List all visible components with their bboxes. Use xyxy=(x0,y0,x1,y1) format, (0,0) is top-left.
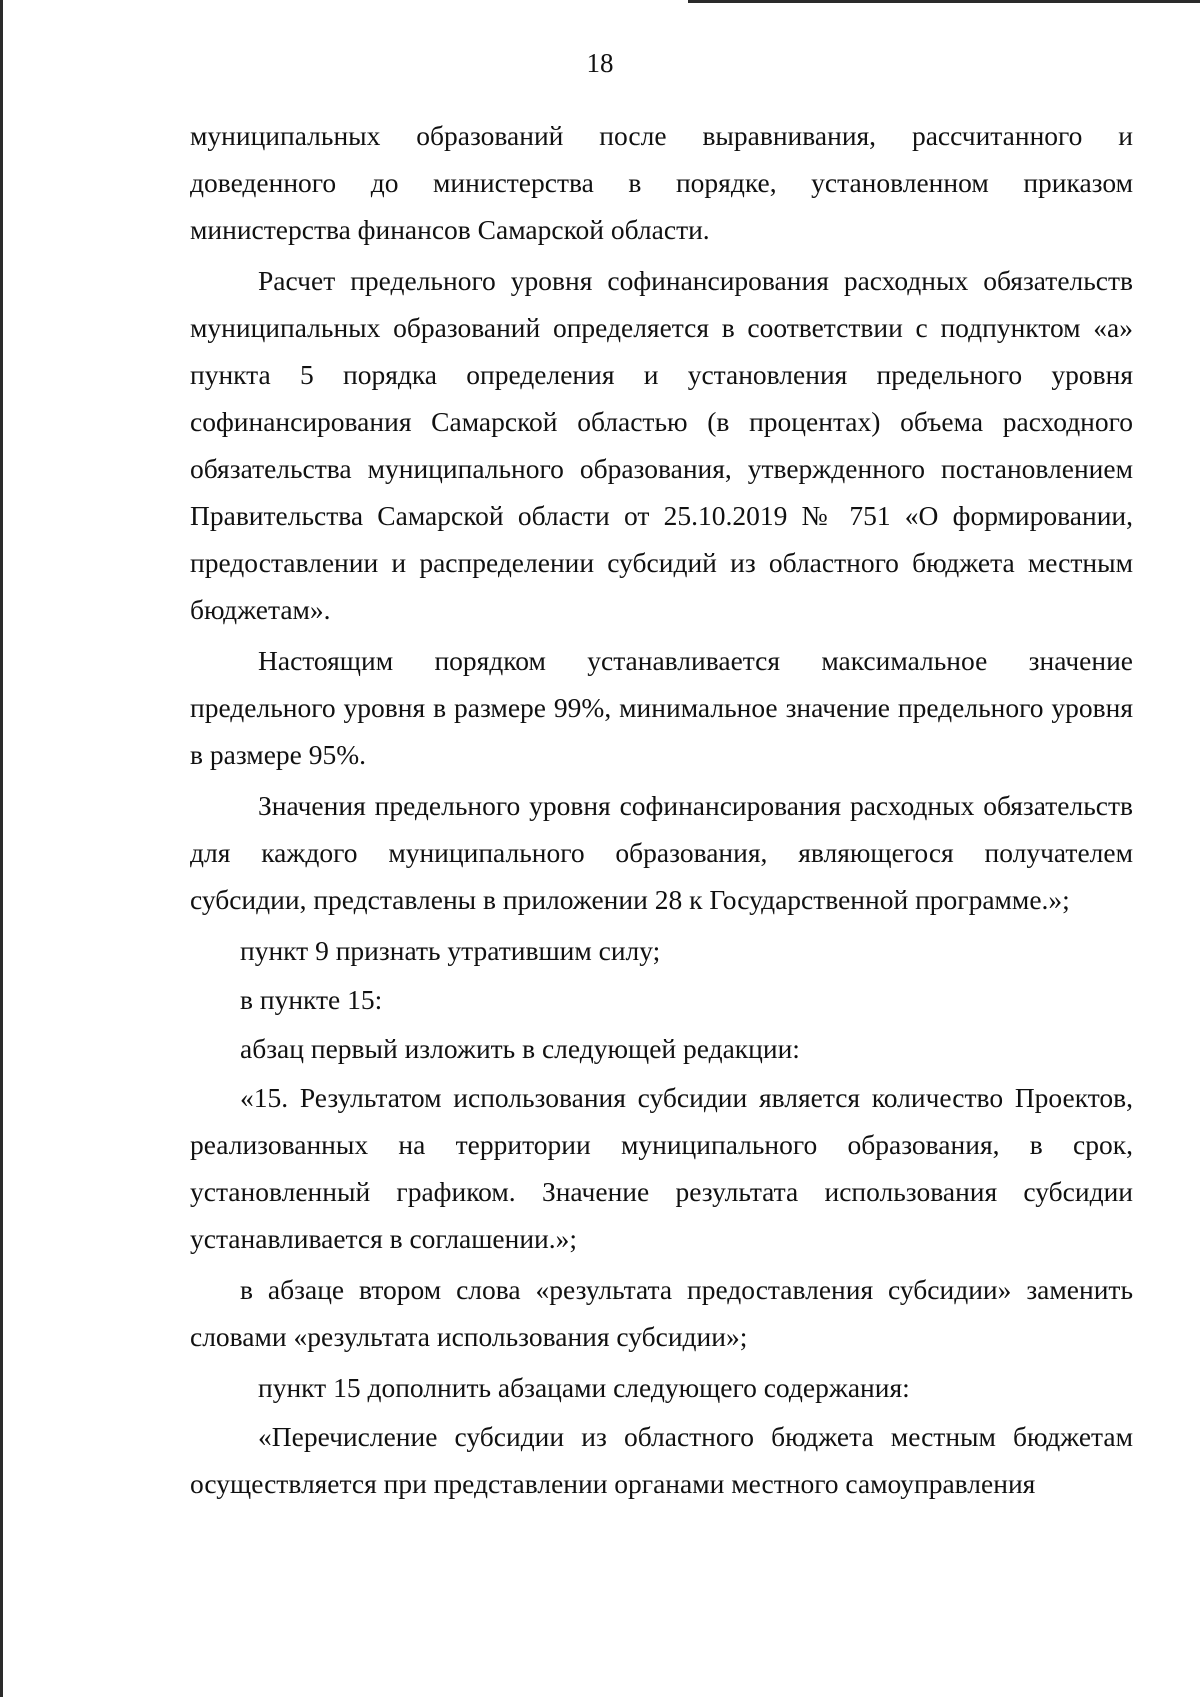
paragraph-continuation: муниципальных образований после выравнивания, рассчитанного и доведенного до министерства в порядке, установленном приказом министерства финансов Самарской области. xyxy=(190,120,1133,245)
paragraph-item-9: пункт 9 признать утратившим силу; xyxy=(240,935,661,966)
paragraph-max-min-levels: Настоящим порядком устанавливается максимальное значение предельного уровня в размере 99%, минимальное значение предельного уровня в размере 95%. xyxy=(190,645,1133,770)
paragraph-level-values: Значения предельного уровня софинансирования расходных обязательств для каждого муниципального образования, являющегося получателем субсидии, представлены в приложении 28 к Государственной программе.»; xyxy=(190,790,1133,915)
paragraph-second-abzac: в абзаце втором слова «результата предоставления субсидии» заменить словами «результата использования субсидии»; xyxy=(190,1274,1133,1352)
page-number: 18 xyxy=(586,48,614,78)
paragraph-item-15-intro: в пункте 15: xyxy=(240,984,383,1015)
paragraph-cofinancing-calculation: Расчет предельного уровня софинансирования расходных обязательств муниципальных образований определяется в соответствии с подпунктом «а» пункта 5 порядка определения и установления предельного уровня софинансирования Самарской областью (в процентах) объема расходного обязательства муниципального образования, утвержденного постановлением Правительства Самарской области от 25.10.2019 № 751 «О формировании, предоставлении и распределении субсидий из областного бюджета местным бюджетам». xyxy=(190,265,1133,625)
paragraph-transfer: «Перечисление субсидии из областного бюджета местным бюджетам осуществляется при представлении органами местного самоуправления xyxy=(190,1421,1133,1499)
paragraph-first-abzac: абзац первый изложить в следующей редакции: xyxy=(240,1033,800,1064)
paragraph-item-15-add: пункт 15 дополнить абзацами следующего содержания: xyxy=(258,1372,910,1403)
top-scan-rule xyxy=(688,0,1200,3)
scan-left-edge xyxy=(0,0,3,1697)
paragraph-result-15: «15. Результатом использования субсидии является количество Проектов, реализованных на территории муниципального образования, в срок, установленный графиком. Значение результата использования субсидии устанавливается в соглашении.»; xyxy=(190,1082,1133,1254)
document-body xyxy=(190,112,1133,1511)
